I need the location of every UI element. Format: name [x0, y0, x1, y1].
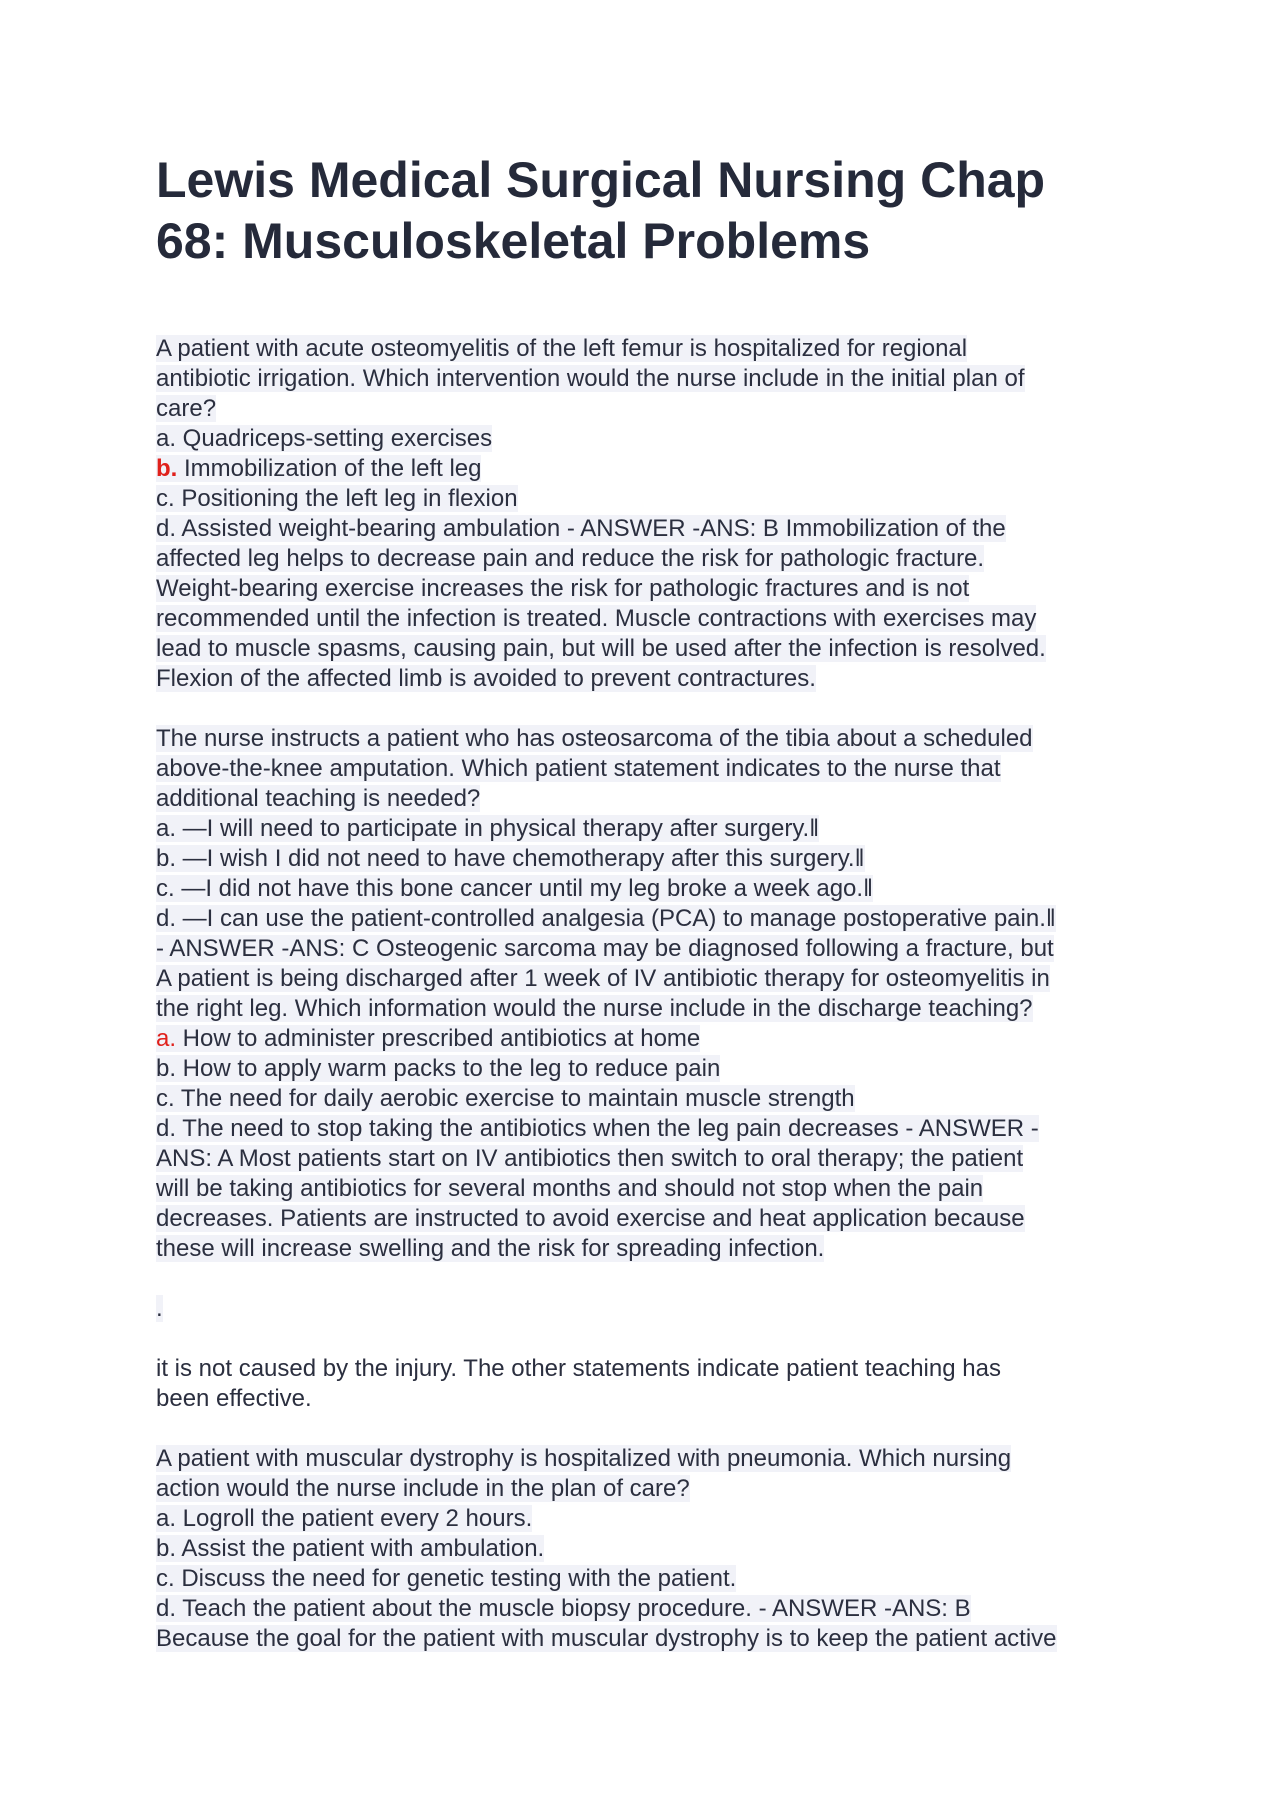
continuation-line: it is not caused by the injury. The other statements indicate patient teaching has	[156, 1355, 1001, 1382]
question-block-osteomyelitis-irrigation	[156, 334, 1136, 694]
rationale-line: affected leg helps to decrease pain and reduce the risk for pathologic fracture.	[156, 545, 985, 572]
answer-option-d: d. Assisted weight-bearing ambulation - ANSWER -ANS: B Immobilization of the	[156, 515, 1006, 542]
answer-option-c: c. Positioning the left leg in flexion	[156, 485, 518, 512]
correct-answer-marker: b.	[156, 455, 178, 482]
rationale-line: recommended until the infection is treated. Muscle contractions with exercises may	[156, 605, 1037, 632]
separator-dot-block	[156, 1294, 1136, 1324]
question-block-osteosarcoma-amputation	[156, 724, 1136, 1264]
answer-option-a: How to administer prescribed antibiotics at home	[176, 1025, 701, 1052]
question-text-line: antibiotic irrigation. Which intervention would the nurse include in the initial plan of	[156, 365, 1025, 392]
answer-option-a: a. ―I will need to participate in physical therapy after surgery.‖	[156, 815, 820, 842]
document-title	[156, 150, 1136, 272]
title-line: Lewis Medical Surgical Nursing Chap	[156, 152, 1046, 208]
answer-option-c: c. ―I did not have this bone cancer until my leg broke a week ago.‖	[156, 875, 873, 902]
answer-option-b: b. How to apply warm packs to the leg to reduce pain	[156, 1055, 721, 1082]
answer-option-b: b. Assist the patient with ambulation.	[156, 1535, 545, 1562]
question-text-line: care?	[156, 395, 217, 422]
rationale-line: Flexion of the affected limb is avoided to prevent contractures.	[156, 665, 816, 692]
title-line: 68: Musculoskeletal Problems	[156, 213, 871, 269]
rationale-line: ANS: A Most patients start on IV antibiotics then switch to oral therapy; the patient	[156, 1145, 1024, 1172]
correct-answer-marker: a.	[156, 1025, 177, 1052]
rationale-line: - ANSWER -ANS: C Osteogenic sarcoma may be diagnosed following a fracture, but	[156, 935, 1054, 962]
separator-dot: .	[156, 1295, 163, 1322]
question-text-line: the right leg. Which information would the nurse include in the discharge teaching?	[156, 995, 1033, 1022]
question-text-line: additional teaching is needed?	[156, 785, 481, 812]
rationale-line: lead to muscle spasms, causing pain, but will be used after the infection is resolved.	[156, 635, 1046, 662]
rationale-line: Weight-bearing exercise increases the risk for pathologic fractures and is not	[156, 575, 970, 602]
question-text-line: action would the nurse include in the plan of care?	[156, 1475, 690, 1502]
answer-option-c: c. The need for daily aerobic exercise to maintain muscle strength	[156, 1085, 855, 1112]
question-text-line: A patient is being discharged after 1 week of IV antibiotic therapy for osteomyelitis in	[156, 965, 1050, 992]
question-text-line: The nurse instructs a patient who has osteosarcoma of the tibia about a scheduled	[156, 725, 1033, 752]
rationale-line: decreases. Patients are instructed to avoid exercise and heat application because	[156, 1205, 1025, 1232]
answer-option-b: b. ―I wish I did not need to have chemotherapy after this surgery.‖	[156, 845, 865, 872]
rationale-line: will be taking antibiotics for several months and should not stop when the pain	[156, 1175, 984, 1202]
question-text-line: above-the-knee amputation. Which patient statement indicates to the nurse that	[156, 755, 1001, 782]
question-block-muscular-dystrophy	[156, 1444, 1136, 1654]
document-page	[156, 150, 1136, 1654]
answer-option-b: Immobilization of the left leg	[177, 455, 482, 482]
answer-option-a: a. Logroll the patient every 2 hours.	[156, 1505, 533, 1532]
continuation-block	[156, 1354, 1136, 1414]
continuation-line: been effective.	[156, 1385, 312, 1412]
answer-option-d: d. The need to stop taking the antibiotics when the leg pain decreases - ANSWER -	[156, 1115, 1039, 1142]
answer-option-d: d. Teach the patient about the muscle biopsy procedure. - ANSWER -ANS: B	[156, 1595, 971, 1622]
rationale-line: these will increase swelling and the risk for spreading infection.	[156, 1235, 825, 1262]
question-text-line: A patient with muscular dystrophy is hospitalized with pneumonia. Which nursing	[156, 1445, 1012, 1472]
answer-option-d: d. ―I can use the patient-controlled analgesia (PCA) to manage postoperative pain.‖	[156, 905, 1056, 932]
rationale-line: Because the goal for the patient with muscular dystrophy is to keep the patient active	[156, 1625, 1057, 1652]
question-text-line: A patient with acute osteomyelitis of the left femur is hospitalized for regional	[156, 335, 968, 362]
answer-option-c: c. Discuss the need for genetic testing with the patient.	[156, 1565, 737, 1592]
answer-option-a: a. Quadriceps-setting exercises	[156, 425, 493, 452]
